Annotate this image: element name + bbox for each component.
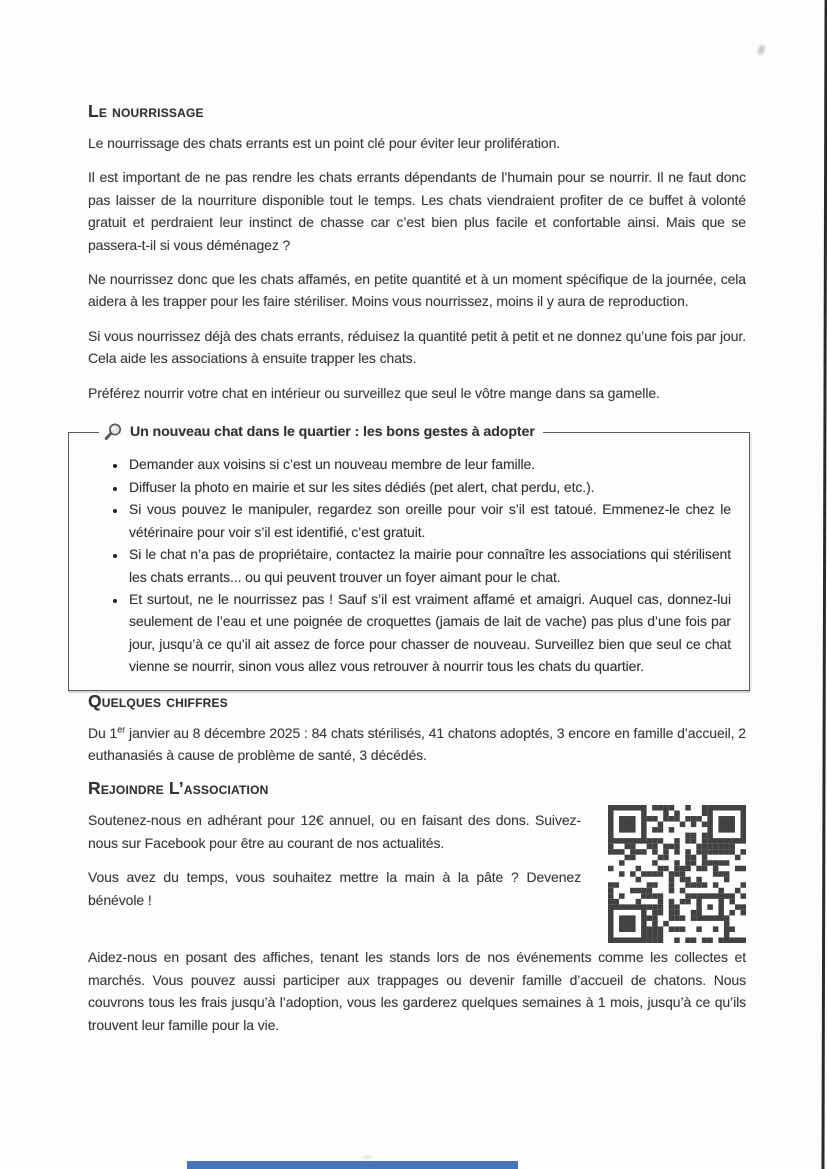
- section-heading-nourrissage: Le nourrissage: [88, 101, 204, 121]
- list-item: • Et surtout, ne le nourrissez pas ! Sauf s’il est vraiment affamé et amaigri. Auquel cas, donnez-lui seulement de l’eau et une poignée de croquettes (jamais de lait de vache) pas plus d’une fois par jour, jusqu’à ce qu’il ait assez de force pour chasser de nouveau. Surveillez bien que seul ce chat vienne se nourrir, sinon vous allez vous retrouver à nourrir tous les chats du quartier.: [127, 588, 731, 678]
- list-item: • Si le chat n’a pas de propriétaire, contactez la mairie pour connaître les associations qui stérilisent les chats errants... ou qui peuvent trouver un foyer aimant pour le chat.: [127, 543, 731, 588]
- tip-box-title-text: Un nouveau chat dans le quartier : les bons gestes à adopter: [130, 424, 535, 441]
- paragraph: Si vous nourrissez déjà des chats errants, réduisez la quantité petit à petit et ne donnez qu’une fois par jour. Cela aide les associations à ensuite trapper les chats.: [88, 327, 746, 367]
- stats-text: Du 1: [88, 724, 118, 741]
- qr-code: [608, 805, 746, 943]
- tip-list: [85, 453, 735, 677]
- scan-edge-artifact: [821, 0, 827, 1169]
- paragraph-stats: [88, 722, 746, 767]
- list-item: • Si vous pouvez le manipuler, regardez son oreille pour voir s’il est tatoué. Emmenez-le chez le vétérinaire pour voir s’il est identifié, c’est gratuit.: [127, 498, 731, 543]
- association-row: [88, 809, 746, 943]
- paragraph: Soutenez-nous en adhérant pour 12€ annuel, ou en faisant des dons. Suivez-nous sur Facebook pour être au courant de nos actualités.: [88, 812, 581, 851]
- paragraph: Aidez-nous en posant des affiches, tenant les stands lors de nos événements comme les collectes et marchés. Vous pouvez aussi participer aux trappages ou devenir famille d’accueil de chatons. Nous couvrons tous les frais jusqu’à l’adoption, vous les garderez quelques semaines à 1 mois, jusqu’à ce qu’ils trouvent leur famille pour la vie.: [88, 949, 746, 1033]
- paragraph: Il est important de ne pas rendre les chats errants dépendants de l’humain pour se nourrir. Il ne faut donc pas laisser de la nourriture disponible tout le temps. Les chats viendraient profiter de ce buffet à volonté gratuit et perdraient leur instinct de chasse car c’est bien plus facile et confortable ainsi. Mais que se passera-t-il si vous déménagez ?: [88, 169, 746, 253]
- list-item: • Demander aux voisins si c’est un nouveau membre de leur famille.: [127, 453, 731, 475]
- paragraph: Ne nourrissez donc que les chats affamés, en petite quantité et à un moment spécifique de la journée, cela aidera à les trapper pour les faire stériliser. Moins vous nourrissez, moins il y aura de reproduction.: [88, 271, 746, 310]
- ordinal-sup: er: [117, 723, 126, 734]
- association-text-column: [88, 809, 581, 923]
- pencil-mark-artifact: [754, 43, 768, 60]
- section-heading-chiffres: Quelques chiffres: [88, 690, 228, 711]
- list-item: • Diffuser la photo en mairie et sur les sites dédiés (pet alert, chat perdu, etc.).: [127, 476, 731, 498]
- section-heading-association: Rejoindre L’association: [88, 778, 269, 799]
- document-content: [88, 101, 746, 1048]
- tip-box-title: [99, 421, 543, 443]
- footer-bar: [187, 1161, 518, 1169]
- smudge-artifact: [360, 1154, 374, 1161]
- paragraph: Le nourrissage des chats errants est un point clé pour éviter leur prolifération.: [88, 135, 561, 151]
- magnifier-icon: [103, 422, 123, 442]
- paragraph: Préférez nourrir votre chat en intérieur ou surveillez que seul le vôtre mange dans sa gamelle.: [88, 384, 660, 401]
- stats-text: janvier au 8 décembre 2025 : 84 chats stérilisés, 41 chatons adoptés, 3 encore en famille d’accueil, 2 euthanasiés à cause de problème de santé, 3 décédés.: [88, 724, 746, 763]
- paragraph: Vous avez du temps, vous souhaitez mettre la main à la pâte ? Devenez bénévole !: [88, 869, 581, 908]
- tip-box: [68, 421, 750, 690]
